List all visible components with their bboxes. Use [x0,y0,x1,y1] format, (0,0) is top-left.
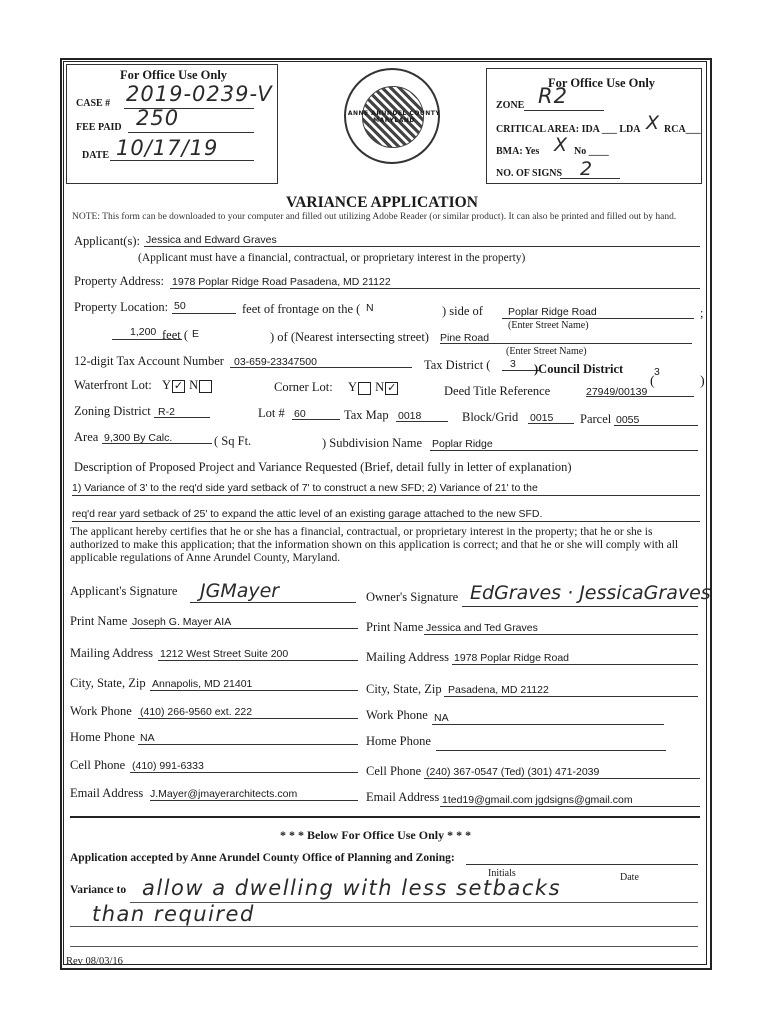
office-use-heading-right: For Office Use Only [548,76,656,90]
applicant-print-label: Print Name [70,614,128,628]
corner-yes-label: Y [348,380,358,394]
owner-cell-phone-label: Cell Phone [366,764,422,778]
owner-city-value[interactable]: Pasadena, MD 21122 [448,684,549,696]
applicant-mailing-value[interactable]: 1212 West Street Suite 200 [160,648,289,660]
nearest-street-hint: (Enter Street Name) [506,346,587,357]
subdivision-value[interactable]: Poplar Ridge [432,438,493,450]
owner-print-value[interactable]: Jessica and Ted Graves [426,622,538,634]
property-location-label: Property Location: [74,300,169,314]
applicants-note: (Applicant must have a financial, contractual, or proprietary interest in the property) [138,252,526,264]
waterfront-no-label: N [189,378,199,392]
applicant-work-phone-value[interactable]: (410) 266-9560 ext. 222 [140,706,253,718]
tax-map-value[interactable]: 0018 [398,410,422,422]
applicant-print-value[interactable]: Joseph G. Mayer AIA [132,616,232,628]
waterfront-yes-label: Y [162,378,172,392]
accepted-label: Application accepted by Anne Arundel County Office of Planning and Zoning: [70,852,455,864]
applicant-cell-phone-label: Cell Phone [70,758,126,772]
owner-print-label: Print Name [366,620,424,634]
zoning-district-value[interactable]: R-2 [158,406,175,418]
section-divider [70,816,700,818]
waterfront-label: Waterfront Lot: [74,378,152,392]
block-grid-label: Block/Grid [462,410,519,424]
parcel-label: Parcel [580,412,612,426]
bma-label: BMA: Yes [496,146,540,157]
corner-yes-checkbox[interactable] [358,382,371,395]
area-value[interactable]: 9,300 By Calc. [104,432,173,444]
variance-to-label: Variance to [70,884,127,896]
tax-map-label: Tax Map [344,408,389,422]
case-value[interactable]: 2019-0239-V [126,82,273,106]
form-title: VARIANCE APPLICATION [286,194,478,211]
area-unit-label: ( Sq Ft. [214,434,252,448]
office-use-heading-left: For Office Use Only [120,68,228,82]
applicant-signature-label: Applicant's Signature [70,584,178,598]
owner-mailing-value[interactable]: 1978 Poplar Ridge Road [454,652,569,664]
area-label: Area [74,430,99,444]
fee-paid-value[interactable]: 250 [136,106,180,130]
block-grid-value[interactable]: 0015 [530,412,554,424]
owner-email-value[interactable]: 1ted19@gmail.com jgdsigns@gmail.com [442,794,633,806]
applicants-value[interactable]: Jessica and Edward Graves [146,234,277,246]
owner-work-phone-label: Work Phone [366,708,428,722]
waterfront-yes-checkbox[interactable]: ✓ [173,378,184,392]
description-label: Description of Proposed Project and Variance Requested (Brief, detail fully in letter of explanation) [74,460,572,474]
owner-cell-phone-value[interactable]: (240) 367-0547 (Ted) (301) 471-2039 [426,766,600,778]
owner-mailing-label: Mailing Address [366,650,449,664]
date-label: DATE [82,150,110,161]
applicant-cell-phone-value[interactable]: (410) 991-6333 [132,760,204,772]
revision-label: Rev 08/03/16 [66,956,123,967]
rca-label: RCA___ [664,124,701,135]
applicant-email-value[interactable]: J.Mayer@jmayerarchitects.com [150,788,298,800]
parcel-value[interactable]: 0055 [616,414,640,426]
frontage-feet-value[interactable]: 50 [174,300,186,312]
nearest-street-value[interactable]: Pine Road [440,332,490,344]
date-label-bottom: Date [620,872,639,883]
bma-mark[interactable]: X [554,134,568,156]
bma-no-label: No ____ [574,146,609,157]
owner-city-label: City, State, Zip [366,682,442,696]
case-label: CASE # [76,98,111,109]
seal-text: ANNE ARUNDEL COUNTY MARYLAND [347,110,441,124]
corner-no-checkbox[interactable]: ✓ [387,380,397,394]
applicant-signature[interactable]: JGMayer [200,580,280,602]
description-line-1[interactable]: 1) Variance of 3' to the req'd side yard setback of 7' to construct a new SFD; 2) Variance of 21' to the [72,482,538,494]
variance-line-2[interactable]: than required [92,902,255,926]
applicant-home-phone-label: Home Phone [70,730,135,744]
tax-district-value[interactable]: 3 [510,358,516,370]
property-address-label: Property Address: [74,274,164,288]
tax-district-label: Tax District ( [424,358,491,372]
council-district-label: )Council District [534,362,624,376]
owner-email-label: Email Address [366,790,440,804]
intersection-feet-value[interactable]: 1,200 [130,326,157,338]
applicant-city-label: City, State, Zip [70,676,146,690]
office-bottom-heading: * * * Below For Office Use Only * * * [280,828,472,842]
zoning-district-label: Zoning District [74,404,151,418]
waterfront-no-checkbox[interactable] [199,380,212,393]
owner-signature[interactable]: EdGraves · JessicaGraves [470,582,711,604]
property-address-value[interactable]: 1978 Poplar Ridge Road Pasadena, MD 21122 [172,276,391,288]
signs-label: NO. OF SIGNS [496,168,563,179]
applicant-email-label: Email Address [70,786,144,800]
street-value[interactable]: Poplar Ridge Road [508,306,597,318]
form-note: NOTE: This form can be downloaded to your computer and filled out utilizing Adobe Reader (or similar product). It can also be printed and filled out by hand. [72,212,677,222]
corner-lot-label: Corner Lot: [274,380,333,394]
zone-value[interactable]: R2 [538,84,568,108]
signs-value[interactable]: 2 [580,158,593,180]
tax-account-value[interactable]: 03-659-23347500 [234,356,317,368]
lot-label: Lot # [258,406,285,420]
owner-home-phone-label: Home Phone [366,734,431,748]
owner-work-phone-value[interactable]: NA [434,712,449,724]
semicolon: ; [700,306,704,320]
tax-account-label: 12-digit Tax Account Number [74,354,224,368]
nearest-street-label: ) of (Nearest intersecting street) [270,330,429,344]
certification-text: The applicant hereby certifies that he or she has a financial, contractual, or proprietary interest in the property; that he or she is authorized to make this application; that the information shown on this application is correct; and that he or she will comply with all applicable regulations of Anne Arundel County, Maryland. [70,526,679,564]
intersection-feet-label: feet ( [162,328,189,342]
applicant-work-phone-label: Work Phone [70,704,132,718]
applicant-city-value[interactable]: Annapolis, MD 21401 [152,678,253,690]
intersection-direction-value[interactable]: E [192,328,200,340]
deed-reference-value[interactable]: 27949/00139 [586,386,648,398]
frontage-label: feet of frontage on the ( [242,302,361,316]
initials-label: Initials [488,868,516,879]
subdivision-label: ) Subdivision Name [322,436,422,450]
county-seal-icon [344,68,440,164]
side-of-label: ) side of [442,304,483,318]
owner-signature-label: Owner's Signature [366,590,459,604]
street-hint: (Enter Street Name) [508,320,589,331]
zone-label: ZONE [496,100,525,111]
applicants-label: Applicant(s): [74,234,140,248]
fee-paid-label: FEE PAID [76,122,122,133]
date-value[interactable]: 10/17/19 [116,136,219,160]
applicant-home-phone-value[interactable]: NA [140,732,155,744]
description-line-2[interactable]: req'd rear yard setback of 25' to expand the attic level of an existing garage attached to the new SFD. [72,508,543,520]
corner-no-label: N [375,380,385,394]
frontage-side-value[interactable]: N [366,302,374,314]
deed-reference-label: Deed Title Reference [444,384,551,398]
critical-area-label: CRITICAL AREA: IDA ___ LDA [496,124,641,135]
council-district-value[interactable]: 3 [654,366,660,378]
applicant-mailing-label: Mailing Address [70,646,153,660]
lot-value[interactable]: 60 [294,408,306,420]
variance-line-1[interactable]: allow a dwelling with less setbacks [142,876,562,900]
critical-area-mark[interactable]: X [646,112,660,134]
